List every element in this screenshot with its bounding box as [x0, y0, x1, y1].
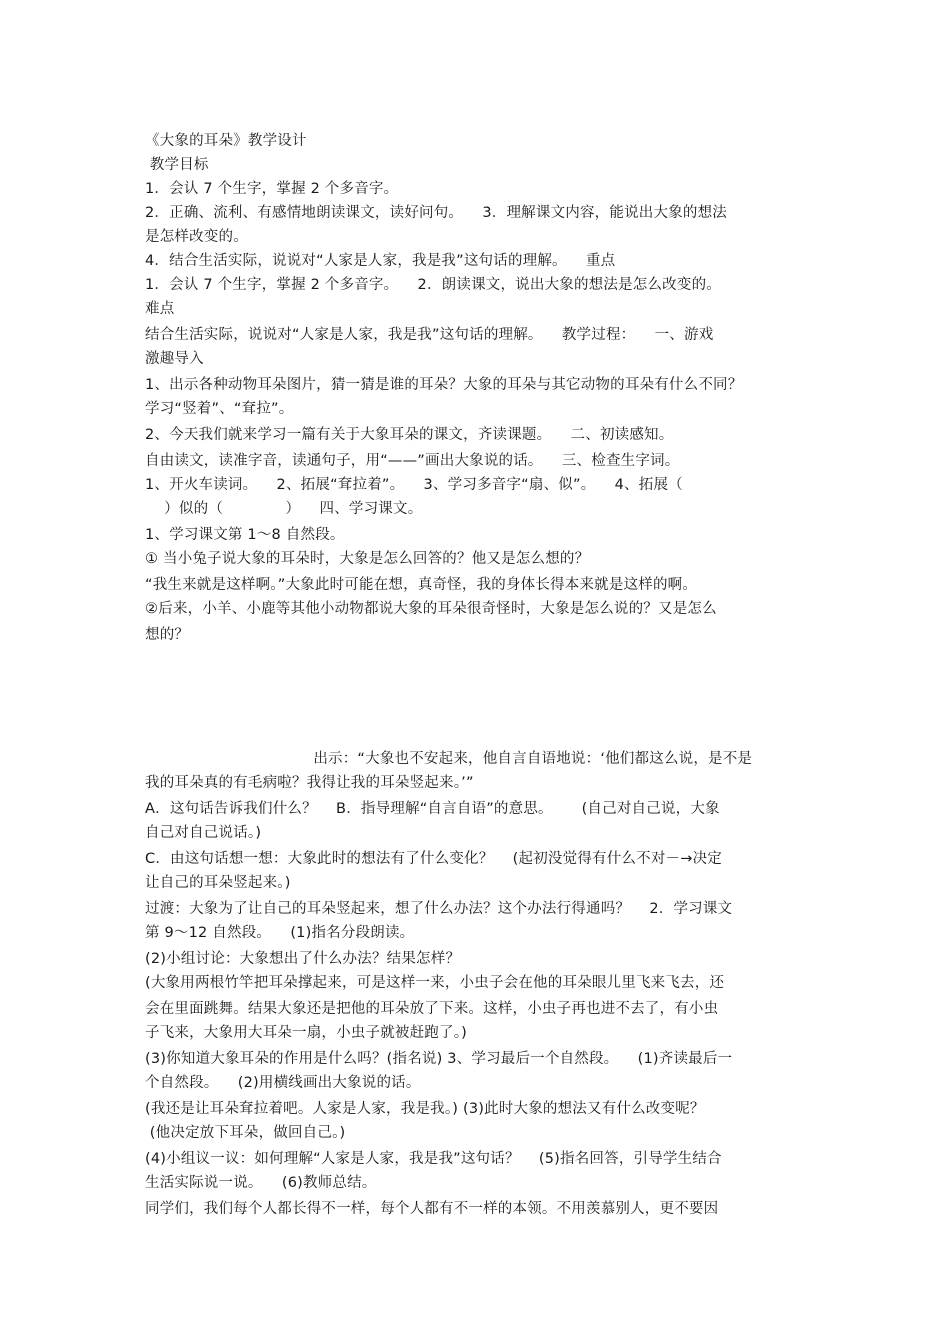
text-line: (2)小组讨论：大象想出了什么办法？结果怎样？	[145, 951, 461, 967]
text-line: 2．正确、流利、有感情地朗读课文，读好问句。 3．理解课文内容，能说出大象的想法	[145, 205, 727, 221]
text-line: 同学们，我们每个人都长得不一样，每个人都有不一样的本领。不用羡慕别人，更不要因	[145, 1201, 719, 1217]
text-line: (他决定放下耳朵，做回自己。)	[145, 1125, 346, 1141]
text-line: 1、出示各种动物耳朵图片，猜一猜是谁的耳朵？大象的耳朵与其它动物的耳朵有什么不同？	[145, 377, 743, 393]
text-line: 生活实际说一说。 (6)教师总结。	[145, 1175, 377, 1191]
text-line: 自己对自己说话。)	[145, 825, 262, 841]
section-heading-objectives: 教学目标	[145, 157, 209, 173]
text-line: 1．会认 7 个生字，掌握 2 个多音字。	[145, 181, 399, 197]
text-line: ②后来，小羊、小鹿等其他小动物都说大象的耳朵很奇怪时，大象是怎么说的？又是怎么	[145, 601, 717, 617]
text-line: 让自己的耳朵竖起来。)	[145, 875, 291, 891]
text-line: ）似的（ ） 四、学习课文。	[145, 501, 423, 517]
text-line: “我生来就是这样啊。”大象此时可能在想，真奇怪，我的身体长得本来就是这样的啊。	[145, 577, 698, 593]
text-line: 4．结合生活实际，说说对“人家是人家，我是我”这句话的理解。 重点	[145, 253, 616, 269]
text-line: A．这句话告诉我们什么？ B．指导理解“自言自语”的意思。 (自己对自己说，大象	[145, 801, 720, 817]
text-line: 过渡：大象为了让自己的耳朵竖起来，想了什么办法？这个办法行得通吗？ 2．学习课文	[145, 901, 733, 917]
text-line: 想的？	[145, 627, 190, 643]
text-line: (3)你知道大象耳朵的作用是什么吗？(指名说) 3、学习最后一个自然段。 (1)齐读最后一	[145, 1051, 733, 1067]
document-title: 《大象的耳朵》教学设计	[145, 133, 307, 149]
section-heading-difficulty: 难点	[145, 301, 175, 317]
text-line: 1、开火车读词。 2、拓展“耷拉着”。 3、学习多音字“扇、似”。 4、拓展（	[145, 477, 683, 493]
text-line: (4)小组议一议：如何理解“人家是人家，我是我”这句话？ (5)指名回答，引导学生结合	[145, 1151, 722, 1167]
text-line: 自由读文，读准字音，读通句子，用“——”画出大象说的话。 三、检查生字词。	[145, 453, 680, 469]
text-line: 我的耳朵真的有毛病啦？我得让我的耳朵竖起来。’”	[145, 775, 474, 791]
text-line: C．由这句话想一想：大象此时的想法有了什么变化？ (起初没觉得有什么不对－→决定	[145, 851, 722, 867]
text-line: 结合生活实际，说说对“人家是人家，我是我”这句话的理解。 教学过程： 一、游戏	[145, 327, 714, 343]
text-line: 2、今天我们就来学习一篇有关于大象耳朵的课文，齐读课题。 二、初读感知。	[145, 427, 674, 443]
text-line: 1．会认 7 个生字，掌握 2 个多音字。 2．朗读课文，说出大象的想法是怎么改变的。	[145, 277, 721, 293]
text-line: ① 当小兔子说大象的耳朵时，大象是怎么回答的？他又是怎么想的？	[145, 551, 590, 567]
text-line: 1、学习课文第 1～8 自然段。	[145, 527, 345, 543]
text-line: 个自然段。 (2)用横线画出大象说的话。	[145, 1075, 421, 1091]
text-line: 第 9～12 自然段。 (1)指名分段朗读。	[145, 925, 415, 941]
text-line: 学习“竖着”、“耷拉”。	[145, 401, 294, 417]
text-line: 是怎样改变的。	[145, 229, 248, 245]
text-line: 会在里面跳舞。结果大象还是把他的耳朵放了下来。这样，小虫子再也进不去了，有小虫	[145, 1001, 719, 1017]
text-line: 子飞来，大象用大耳朵一扇，小虫子就被赶跑了。)	[145, 1025, 468, 1041]
text-line: 激趣导入	[145, 351, 204, 367]
text-line: (大象用两根竹竿把耳朵撑起来，可是这样一来，小虫子会在他的耳朵眼儿里飞来飞去，还	[145, 975, 725, 991]
text-line: 出示：“大象也不安起来，他自言自语地说：‘他们都这么说，是不是	[145, 751, 753, 767]
text-line: (我还是让耳朵耷拉着吧。人家是人家，我是我。) (3)此时大象的想法又有什么改变呢？	[145, 1101, 705, 1117]
